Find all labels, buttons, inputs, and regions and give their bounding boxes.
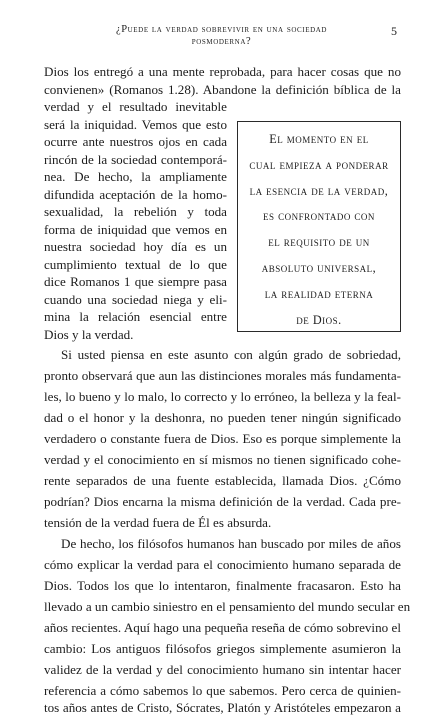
body-line: validez de la verdad y del conocimiento humano sin intentar hacer <box>44 662 401 677</box>
pull-quote-line: la realidad eterna <box>264 286 374 301</box>
pull-quote-line: es confrontado con <box>263 209 375 224</box>
pull-quote-line: de Dios. <box>296 312 342 327</box>
body-line: difundida aceptación de la homo- <box>44 186 227 202</box>
body-line: Si usted piensa en este asunto con algún grado de sobriedad, <box>61 347 401 362</box>
pull-quote-line: cual empieza a ponderar <box>249 157 389 172</box>
body-line: cambio: Los antiguos filósofos griegos simplemente asumieron la <box>44 641 401 656</box>
body-line: pronto observará que aun las distinciones morales más fundamenta- <box>44 368 401 383</box>
body-line: verdad y el resultado inevitable <box>44 99 227 114</box>
body-line: tos años antes de Cristo, Sócrates, Platón y Aristóteles empezaron a <box>44 700 401 715</box>
body-line: sexualidad, la rebelión y toda <box>44 204 227 219</box>
running-header <box>0 24 443 48</box>
body-line: verdadero o constante fuera de Dios. Eso es porque simplemente la <box>44 431 401 446</box>
body-line: tensión de la verdad fuera de Él es absurda. <box>44 515 272 530</box>
body-line: forma de iniquidad que vemos en <box>44 221 227 237</box>
body-line: verdad y el conocimiento en sí mismos no tienen significado cohe- <box>44 452 401 467</box>
body-line: será la iniquidad. Vemos que esto <box>44 116 227 132</box>
pull-quote-line: la esencia de la verdad, <box>249 183 389 198</box>
body-line: cuando una sociedad niega y eli- <box>44 291 227 307</box>
pull-quote-line: El momento en el <box>269 132 369 146</box>
body-line: Dios. Todos los que lo intentaron, finalmente fracasaron. Esto ha <box>44 578 401 593</box>
body-line: dice Romanos 1 que siempre pasa <box>44 274 227 289</box>
header-line-2: posmoderna? <box>191 36 252 47</box>
body-line: rente separados de una fuente establecida, llamada Dios. ¿Cómo <box>44 473 401 488</box>
pull-quote-box <box>237 121 401 332</box>
body-line: nea. De hecho, la ampliamente <box>44 169 227 184</box>
body-line: cómo explicar la verdad para el conocimiento humano separada de <box>44 557 401 572</box>
body-line: referencia a cómo sabemos lo que sabemos. Pero cerca de quinien- <box>44 683 401 698</box>
body-line: rincón de la sociedad contemporá- <box>44 151 227 167</box>
pull-quote-line: absoluto universal, <box>261 260 377 275</box>
body-line: años recientes. Aquí hago una pequeña reseña de cómo sobrevino el <box>44 620 401 635</box>
body-line: les, lo bueno y lo malo, lo correcto y lo erróneo, la belleza y la feal- <box>44 389 401 404</box>
body-line: De hecho, los filósofos humanos han buscado por miles de años <box>61 536 401 551</box>
body-line: Dios los entregó a una mente reprobada, para hacer cosas que no <box>44 64 401 79</box>
pull-quote-line: el requisito de un <box>268 235 370 250</box>
body-line: convienen» (Romanos 1.28). Abandone la definición bíblica de la <box>44 81 401 97</box>
body-line: mina la relación esencial entre <box>44 309 227 324</box>
page-number: 5 <box>391 24 397 38</box>
body-line: nuestra sociedad hoy día es un <box>44 239 227 254</box>
body-line: dad o el honor y la deshonra, no pueden tener ningún significado <box>44 410 401 425</box>
header-line-1: ¿Puede la verdad sobrevivir en una sociedad <box>115 24 328 35</box>
body-line: cumplimiento textual de lo que <box>44 256 227 272</box>
body-line: ocurre ante nuestros ojos en cada <box>44 134 227 149</box>
body-line: llevado a un cambio siniestro en el pensamiento del mundo secular en <box>44 599 411 614</box>
body-line: Dios y la verdad. <box>44 326 134 342</box>
body-line: podrían? Dios encarna la misma definición de la verdad. Cada pre- <box>44 494 401 509</box>
